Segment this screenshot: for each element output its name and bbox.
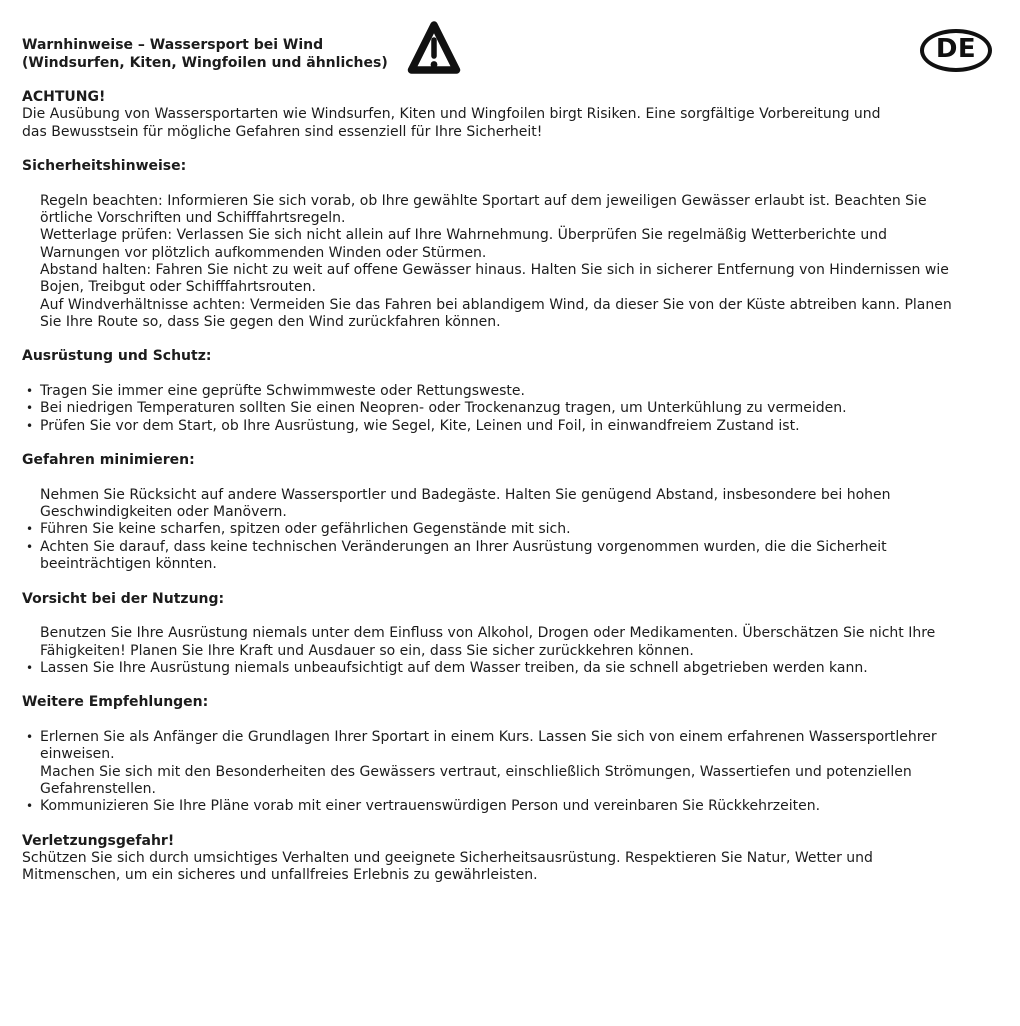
blank-line	[0, 608, 1020, 625]
indented-text-line: Abstand halten: Fahren Sie nicht zu weit auf offene Gewässer hinaus. Halten Sie sich in sicherer Entfernung von Hindernissen wie	[40, 261, 949, 278]
bullet-item-line: Prüfen Sie vor dem Start, ob Ihre Ausrüstung, wie Segel, Kite, Leinen und Foil, in einwandfreiem Zustand ist. •	[26, 417, 800, 434]
warning-triangle-exclamation-icon	[407, 19, 461, 77]
indented-text-line: Fähigkeiten! Planen Sie Ihre Kraft und Ausdauer so ein, dass Sie sicher zurückkehren können.	[40, 642, 694, 659]
language-badge	[920, 29, 992, 72]
bullet-item-line: Lassen Sie Ihre Ausrüstung niemals unbeaufsichtigt auf dem Wasser treiben, da sie schnell abgetrieben werden kann. •	[26, 659, 868, 676]
bullet-wrap-line: Gefahrenstellen.	[40, 780, 156, 797]
bullet-icon: •	[26, 729, 34, 744]
text-line: das Bewusstsein für mögliche Gefahren sind essenziell für Ihre Sicherheit!	[22, 123, 543, 140]
bullet-wrap-line: einweisen.	[40, 746, 115, 763]
page-title	[22, 37, 388, 72]
blank-line	[0, 470, 1020, 487]
text-line: Die Ausübung von Wassersportarten wie Windsurfen, Kiten und Wingfoilen birgt Risiken. Eine sorgfältige Vorbereitung und	[22, 106, 881, 123]
blank-line	[0, 677, 1020, 694]
bullet-icon: •	[26, 799, 34, 814]
indented-text-line: Bojen, Treibgut oder Schifffahrtsrouten.	[40, 279, 316, 296]
bullet-item-line: Kommunizieren Sie Ihre Pläne vorab mit einer vertrauenswürdigen Person und vereinbaren Sie Rückkehrzeiten. •	[26, 798, 821, 815]
bullet-item-line: Erlernen Sie als Anfänger die Grundlagen Ihrer Sportart in einem Kurs. Lassen Sie sich von einem erfahrenen Wassersportlehrer •	[26, 728, 937, 745]
indented-text-line: Warnungen vor plötzlich aufkommenden Winden oder Stürmen.	[40, 244, 487, 261]
bullet-wrap-line: beeinträchtigen könnten.	[40, 556, 217, 573]
indented-text-line: Wetterlage prüfen: Verlassen Sie sich nicht allein auf Ihre Wahrnehmung. Überprüfen Sie regelmäßig Wetterberichte und	[40, 227, 887, 244]
blank-line	[0, 366, 1020, 383]
section-heading: Gefahren minimieren:	[22, 452, 195, 469]
blank-line	[0, 712, 1020, 729]
blank-line	[0, 331, 1020, 348]
page-title-line2: (Windsurfen, Kiten, Wingfoilen und ähnliches)	[22, 54, 388, 71]
blank-line	[0, 573, 1020, 590]
section-heading: Sicherheitshinweise:	[22, 158, 187, 175]
blank-line	[0, 141, 1020, 158]
indented-text-line: Geschwindigkeiten oder Manövern.	[40, 504, 287, 521]
blank-line	[0, 815, 1020, 832]
bullet-item-line: Tragen Sie immer eine geprüfte Schwimmweste oder Rettungsweste. •	[26, 383, 525, 400]
text-line: Mitmenschen, um ein sicheres und unfallfreies Erlebnis zu gewährleisten.	[22, 867, 538, 884]
indented-text-line: Nehmen Sie Rücksicht auf andere Wassersportler und Badegäste. Halten Sie genügend Abstand, insbesondere bei hohen	[40, 486, 891, 503]
document-body	[0, 89, 1020, 885]
section-heading: ACHTUNG!	[22, 89, 106, 105]
bullet-item-line: Achten Sie darauf, dass keine technischen Veränderungen an Ihrer Ausrüstung vorgenommen wurden, die die Sicherheit •	[26, 538, 887, 555]
indented-text-line: Regeln beachten: Informieren Sie sich vorab, ob Ihre gewählte Sportart auf dem jeweiligen Gewässer erlaubt ist. Beachten Sie	[40, 192, 927, 209]
bullet-icon: •	[26, 660, 34, 675]
bullet-icon: •	[26, 539, 34, 554]
bullet-wrap-line: Machen Sie sich mit den Besonderheiten des Gewässers vertraut, einschließlich Strömungen, Wassertiefen und potenziellen	[40, 763, 912, 780]
bullet-icon: •	[26, 384, 34, 399]
bullet-item-line: Bei niedrigen Temperaturen sollten Sie einen Neopren- oder Trockenanzug tragen, um Unterkühlung zu vermeiden. •	[26, 400, 847, 417]
section-heading: Verletzungsgefahr!	[22, 832, 175, 849]
section-heading: Vorsicht bei der Nutzung:	[22, 590, 225, 607]
bullet-icon: •	[26, 522, 34, 537]
bullet-item-line: Führen Sie keine scharfen, spitzen oder gefährlichen Gegenstände mit sich. •	[26, 521, 571, 538]
indented-text-line: Benutzen Sie Ihre Ausrüstung niemals unter dem Einfluss von Alkohol, Drogen oder Medikamenten. Überschätzen Sie nicht Ihre	[40, 625, 936, 642]
language-badge-label: DE	[935, 34, 977, 65]
bullet-icon: •	[26, 418, 34, 433]
blank-line	[0, 175, 1020, 192]
bullet-icon: •	[26, 401, 34, 416]
indented-text-line: örtliche Vorschriften und Schifffahrtsregeln.	[40, 210, 346, 227]
indented-text-line: Sie Ihre Route so, dass Sie gegen den Wind zurückfahren können.	[40, 313, 501, 330]
page-title-line1: Warnhinweise – Wassersport bei Wind	[22, 37, 324, 53]
indented-text-line: Auf Windverhältnisse achten: Vermeiden Sie das Fahren bei ablandigem Wind, da dieser Sie von der Küste abtreiben kann. Planen	[40, 296, 952, 313]
section-heading: Weitere Empfehlungen:	[22, 694, 209, 711]
blank-line	[0, 435, 1020, 452]
section-heading: Ausrüstung und Schutz:	[22, 348, 212, 365]
text-line: Schützen Sie sich durch umsichtiges Verhalten und geeignete Sicherheitsausrüstung. Respektieren Sie Natur, Wetter und	[22, 850, 873, 867]
